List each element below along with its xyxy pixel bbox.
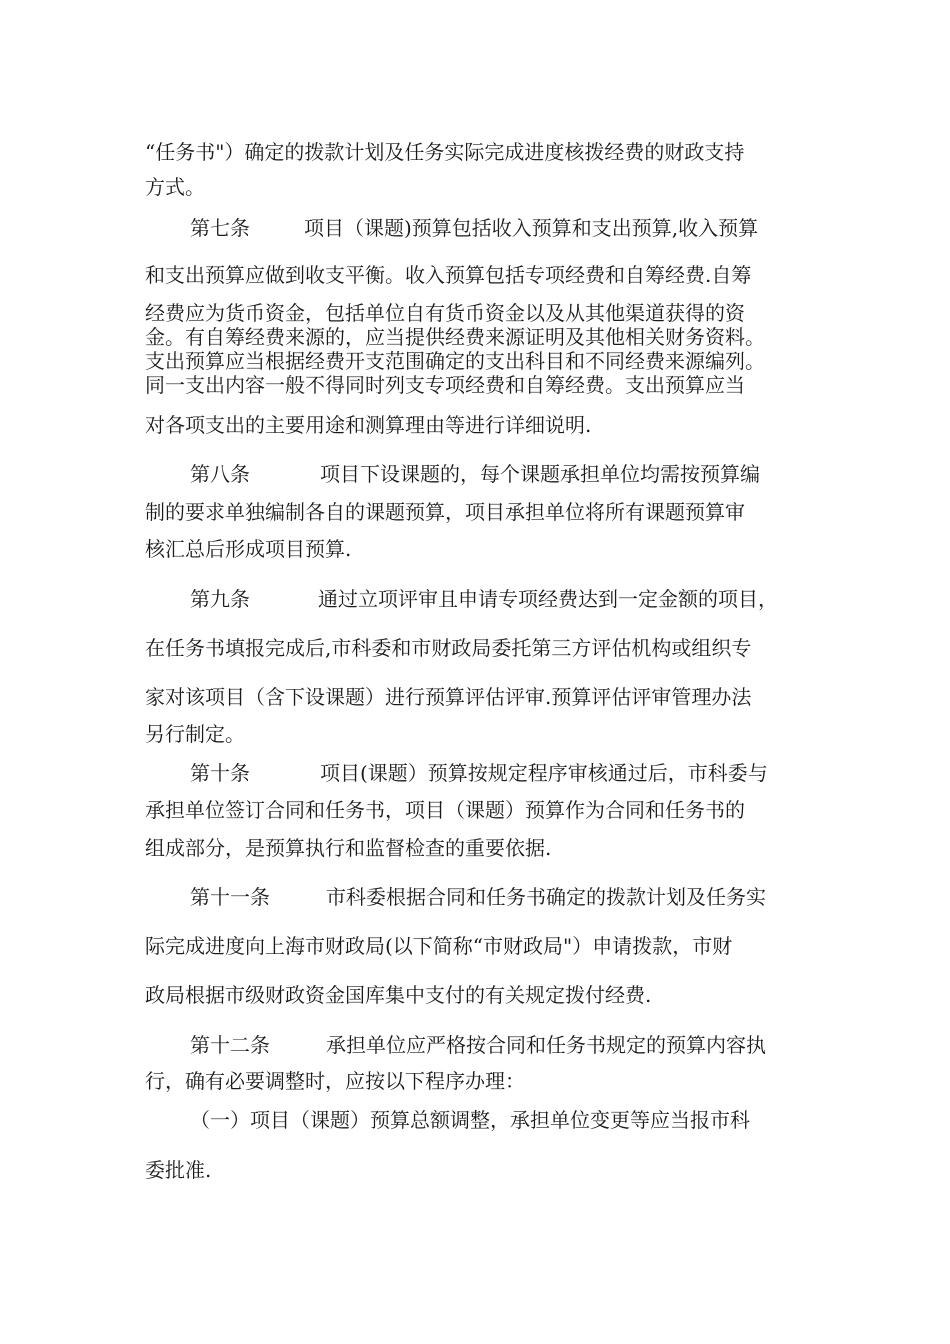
text-line: 行，确有必要调整时，应按以下程序办理： <box>145 1069 525 1093</box>
text-line: 项目（课题)预算包括收入预算和支出预算,收入预算 <box>304 216 759 240</box>
text-line: 制的要求单独编制各自的课题预算，项目承担单位将所有课题预算审 <box>145 500 745 524</box>
text-line: 经费应为货币资金，包括单位自有货币资金以及从其他渠道获得的资 <box>145 301 745 325</box>
text-line: 政局根据市级财政资金国库集中支付的有关规定拨付经费. <box>145 983 652 1007</box>
text-line: 同一支出内容一般不得同时列支专项经费和自筹经费。支出预算应当 <box>145 373 745 397</box>
text-line: 和支出预算应做到收支平衡。收入预算包括专项经费和自筹经费.自筹 <box>145 263 752 287</box>
article-heading: 第八条 <box>190 462 250 486</box>
text-line: 金。有自筹经费来源的，应当提供经费来源证明及其他相关财务资料。 <box>145 325 765 349</box>
text-line: 市科委根据合同和任务书确定的拨款计划及任务实 <box>326 885 766 909</box>
text-line: 组成部分，是预算执行和监督检查的重要依据. <box>145 836 552 860</box>
text-line: 在任务书填报完成后,市科委和市财政局委托第三方评估机构或组织专 <box>145 636 752 660</box>
text-line: 家对该项目（含下设课题）进行预算评估评审.预算评估评审管理办法 <box>145 685 752 709</box>
article-heading: 第七条 <box>190 216 250 240</box>
text-line: 承担单位应严格按合同和任务书规定的预算内容执 <box>326 1033 766 1057</box>
article-heading: 第九条 <box>190 587 250 611</box>
text-line: （一）项目（课题）预算总额调整，承担单位变更等应当报市科 <box>190 1108 750 1132</box>
text-line: 委批准. <box>145 1158 212 1182</box>
text-line: 支出预算应当根据经费开支范围确定的支出科目和不同经费来源编列。 <box>145 349 765 373</box>
article-heading: 第十二条 <box>190 1033 270 1057</box>
text-line: “任务书"）确定的拨款计划及任务实际完成进度核拨经费的财政支持 <box>145 140 745 164</box>
text-line: 通过立项评审且申请专项经费达到一定金额的项目， <box>318 587 778 611</box>
text-line: 另行制定。 <box>145 722 245 746</box>
article-heading: 第十一条 <box>190 885 270 909</box>
article-heading: 第十条 <box>190 761 250 785</box>
text-line: 方式。 <box>145 175 205 199</box>
text-line: 项目(课题）预算按规定程序审核通过后，市科委与 <box>320 761 768 785</box>
text-line: 承担单位签订合同和任务书，项目（课题）预算作为合同和任务书的 <box>145 798 745 822</box>
text-line: 际完成进度向上海市财政局(以下简称“市财政局"）申请拨款，市财 <box>145 934 733 958</box>
text-line: 核汇总后形成项目预算. <box>145 537 352 561</box>
text-line: 项目下设课题的，每个课题承担单位均需按预算编 <box>320 462 760 486</box>
text-line: 对各项支出的主要用途和测算理由等进行详细说明. <box>145 413 592 437</box>
